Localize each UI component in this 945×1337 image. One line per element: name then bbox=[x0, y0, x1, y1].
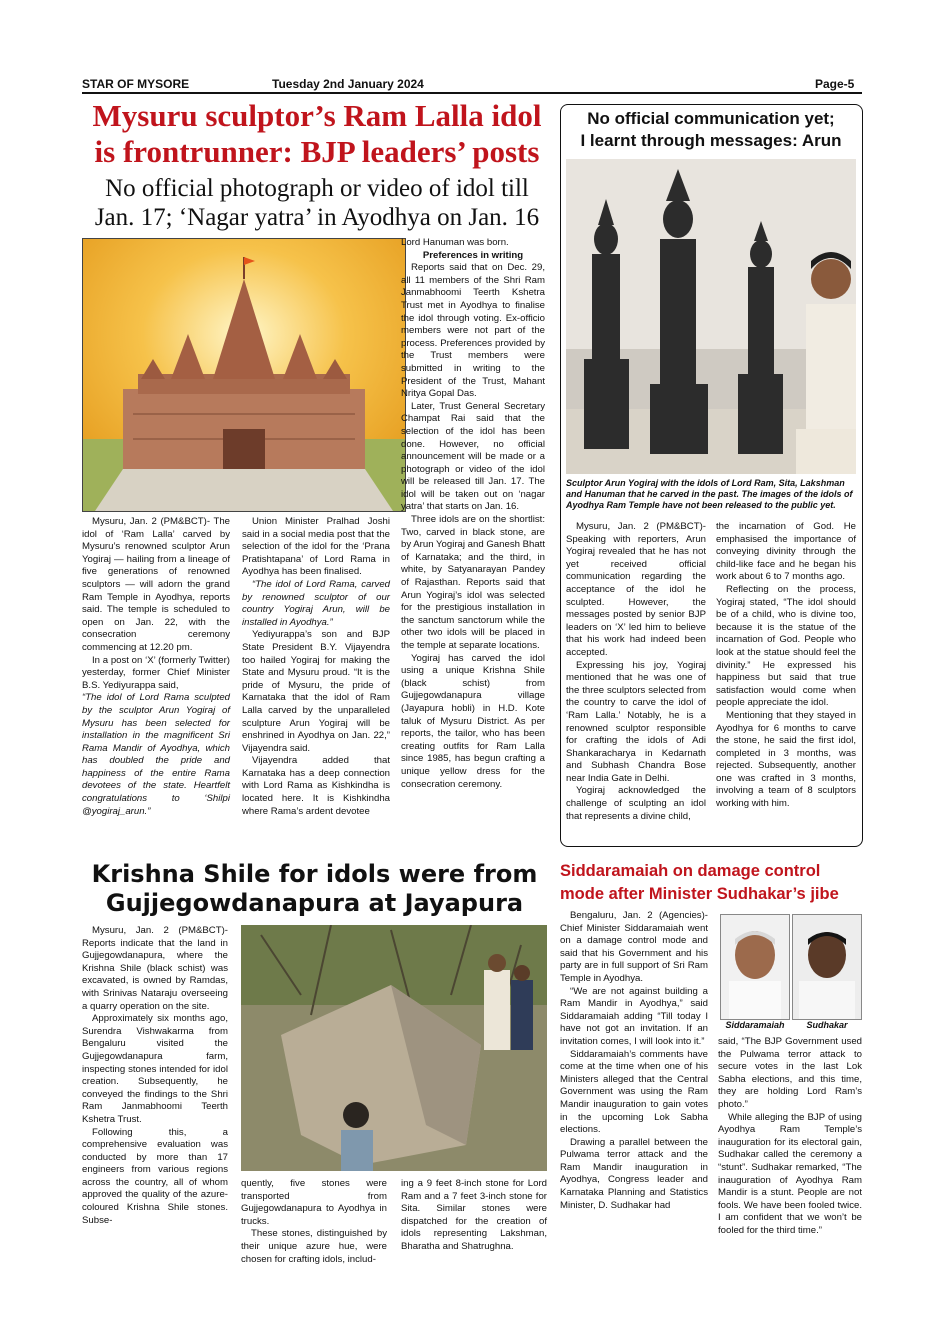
lead-headline: Mysuru sculptor’s Ram Lalla idol is frontrunner: BJP leaders’ posts bbox=[92, 98, 542, 169]
arun-photo-caption: Sculptor Arun Yogiraj with the idols of Lord Ram, Sita, Lakshman and Hanuman that he carved in the past. The images of the idols of Ayodhya Ram Temple have not been released to the public yet. bbox=[566, 478, 853, 510]
quarry-stone-photo bbox=[241, 925, 547, 1171]
lead-column-1: Mysuru, Jan. 2 (PM&BCT)- The idol of ‘Ram Lalla’ carved by Mysuru’s renowned sculptor Arun Yogiraj — hailing from a lineage of five generations of renowned sculptors — will adorn the grand Ram Temple in Ayodhya, reports said. The temple is scheduled to open on Jan. 22, with the consecration ceremony commencing at 12.20 pm. In a post on ‘X’ (formerly Twitter) yesterday, former Chief Minister B.S. Yediyurappa said, “The idol of Lord Rama sculpted by the sculptor Arun Yogiraj of Mysuru has been selected for installation in the magnificent Sri Rama Mandir of Ayodhya, which has doubled the pride and happiness of the entire Rama devotees of the state. Heartfelt congratulations to ‘Shilpi @yogiraj_arun.” bbox=[82, 516, 230, 817]
arun-headline: No official communication yet; I learnt through messages: Arun bbox=[580, 109, 842, 150]
sudhakar-label: Sudhakar bbox=[806, 1020, 848, 1030]
sidda-column-2: said, “The BJP Government used the Pulwama terror attack to secure votes in the last Lok Sabha elections, and this time, they are holding Lord Ram’s photo.” While alleging the BJP of using Ayodhya Ram Temple’s inauguration for its electoral gain, Sudhakar called the ceremony a “stunt”. Sudhakar remarked, “The inauguration of Ayodhya Ram Mandir is a stunt. People are not fools. We have been fooled twice. I am confident that we won’t be fooled for the third time.” bbox=[718, 1036, 862, 1236]
sidda-column-1: Bengaluru, Jan. 2 (Agencies)- Chief Minister Siddaramaiah went on a damage control mode and said that his Government and his party are in full support of Sri Ram Temple in Ayodhya. “We are not against building a Ram Mandir in Ayodhya,” said Siddaramaiah adding “Till today I have not got an invitation. If an invitation comes, I will look into it.” Siddaramaiah’s comments have come at the time when one of his Ministers alleged that the Central Government was using the Ram Mandir inauguration to gain votes in the upcoming Lok Sabha elections. Drawing a parallel between the Pulwama terror attack and the Ram Mandir inauguration in Ayodhya, Congress leader and Karnataka Planning and Statistics Minister, D. Sudhakar had bbox=[560, 910, 708, 1211]
masthead-rule bbox=[82, 92, 862, 94]
lead-column-3: Lord Hanuman was born. Preferences in writing Reports said that on Dec. 29, all 11 members of the Shri Ram Janmabhoomi Teerth Kshetra Trust met in Ayodhya to finalise the idol through voting. Ex-officio members were not part of the process. Preferences provided by the Trust members were submitted in writing to the President of the Trust, Mahant Nritya Gopal Das. Later, Trust General Secretary Champat Rai said that the selection of the idol has been done. However, no official announcement will be made or a photograph or video of the idol will be released till Jan. 17. The idol will be taken out on ‘nagar yatra’ that starts on Jan. 16. Three idols are on the shortlist: Two, carved in black stone, are by Arun Yogiraj and Ganesh Bhatt of Karnataka; and the third, in white, by Satyanarayan Pandey of Rajasthan. Reports said that Arun Yogiraj’s idol was selected for the prestigious installation in the sanctum sanctorum while the other two idols will be placed in the temple at separate locations. Yogiraj has carved the idol using a unique Krishna Shile (black schist) from Gujjegowdanapura village (Jayapura hobli) in H.D. Kote taluk of Mysuru District. As per reports, the tailor, who has been creating outfits for Ram Lalla since 1985, has begun crafting a unique yellow dress for the consecration ceremony. bbox=[401, 237, 546, 790]
arun-column-1: Mysuru, Jan. 2 (PM&BCT)- Speaking with reporters, Arun Yogiraj revealed that he has not yet received official communication regarding the acceptance of the idol he sculpted. However, the messages posted by senior BJP leaders on ‘X’ led him to believe that his work had indeed been accepted. Expressing his joy, Yogiraj mentioned that he was one of the three sculptors selected from the country to carve the idol of ‘Ram Lalla.’ Notably, he is a renowned sculptor responsible for crafting the idols of Adi Shankaracharya in Kedarnath and Subhash Chandra Bose near India Gate in Delhi. Yogiraj acknowledged the challenge of sculpting an idol that represents a divine child, bbox=[566, 521, 706, 822]
krishna-headline: Krishna Shile for idols were from Gujjegowdanapura at Jayapura bbox=[91, 860, 538, 917]
lead-subheadline: No official photograph or video of idol till Jan. 17; ‘Nagar yatra’ in Ayodhya on Jan. 16 bbox=[94, 175, 540, 231]
ram-temple-image bbox=[82, 238, 406, 512]
sidda-headline: Siddaramaiah on damage control mode after Minister Sudhakar’s jibe bbox=[560, 862, 839, 903]
page-number: Page-5 bbox=[815, 77, 855, 91]
lead-column-2: Union Minister Pralhad Joshi said in a social media post that the selection of the idol for the ‘Prana Pratishtapana’ of Lord Rama in Ayodhya has been finalised. “The idol of Lord Rama, carved by renowned sculptor of our country Yogiraj Arun, will be installed in Ayodhya.” Yediyurappa’s son and BJP State President B.Y. Vijayendra too hailed Yogiraj for making the State and Mysuru proud. “It is the pride of Mysuru, the pride of Karnataka that the idol of Ram Lalla carved by the unparalleled sculpture Arun Yogiraj will be enshrined in Ayodhya on Jan. 22,” Vijayendra said. Vijayendra added that Karnataka has a deep connection with Lord Rama as Kishkindha is located here. It is Kishkindha where Rama’s ardent devotee bbox=[242, 516, 390, 817]
siddaramaiah-photo bbox=[720, 914, 790, 1020]
paper-name: STAR OF MYSORE bbox=[82, 77, 190, 91]
sudhakar-photo bbox=[792, 914, 862, 1020]
issue-date: Tuesday 2nd January 2024 bbox=[272, 77, 424, 91]
siddaramaiah-label: Siddaramaiah bbox=[725, 1020, 785, 1030]
krishna-column-1: Mysuru, Jan. 2 (PM&BCT)- Reports indicate that the land in Gujjegowdanapura, where the Krishna Shile (black schist) was excavated, is owned by Ramdas, with Srinivas Nataraju overseeing a quarry operation on the site. Approximately six months ago, Surendra Vishwakarma from Bengaluru visited the Gujjegowdanapura farm, inspecting stones intended for idol creation. Subsequently, he conveyed the findings to the Shri Ram Janmabhoomi Teerth Kshetra Trust. Following this, a comprehensive evaluation was conducted by more than 17 engineers from various regions across the country, all of whom approved the quality of the azure-coloured Krishna Shile stones. Subse- bbox=[82, 925, 228, 1226]
krishna-column-2: quently, five stones were transported from Gujjegowdanapura to Ayodhya in trucks. These stones, distinguished by their unique azure hue, were chosen for crafting idols, includ- bbox=[241, 1178, 387, 1265]
arun-idols-photo bbox=[566, 159, 856, 474]
lead-subhead: Preferences in writing bbox=[422, 249, 524, 261]
krishna-column-3: ing a 9 feet 8-inch stone for Lord Ram and a 7 feet 3-inch stone for Sita. Similar stones were dispatched for the creation of idols representing Lakshman, Bharatha and Shatrughna. bbox=[401, 1178, 547, 1252]
arun-column-2: the incarnation of God. He emphasised the importance of conveying divinity through the child-like face and he began his work about 6 to 7 months ago. Reflecting on the process, Yogiraj stated, “The idol should be of a child, who is divine too, because it is the statue of the incarnation of God. People who look at the statue should feel the divinity.” He expressed his happiness but said that true satisfaction would come when people appreciate the idol. Mentioning that they stayed in Ayodhya for 6 months to carve the stone, he said the first idol, completed in 3 months, was rejected. Subsequently, another one was crafted in 3 months, involving a team of 8 sculptors working with him. bbox=[716, 521, 856, 810]
